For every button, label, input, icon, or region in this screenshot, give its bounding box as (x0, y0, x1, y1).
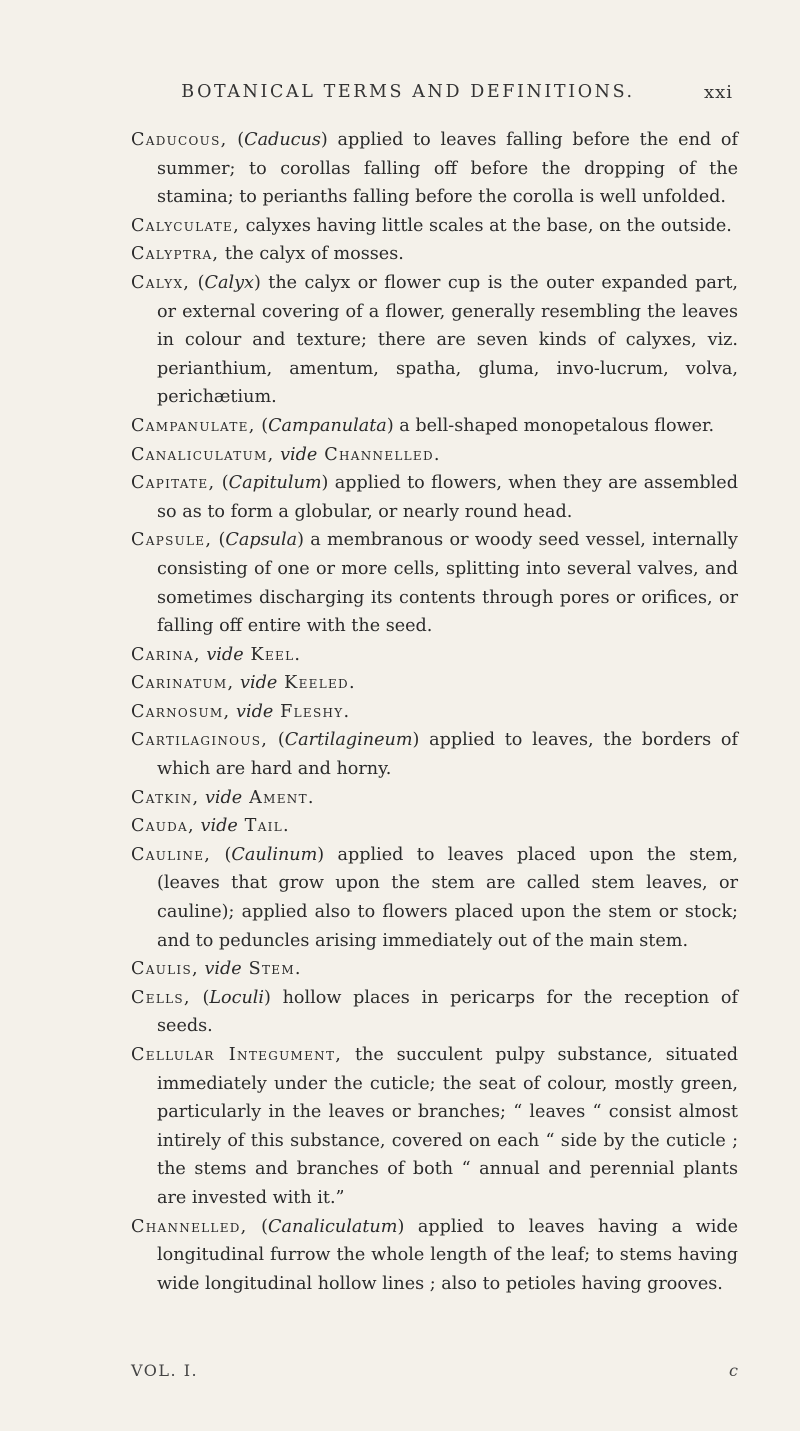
entry-text: the calyx of mosses. (219, 244, 404, 265)
entry-cauda (131, 812, 738, 841)
entry-term: Carinatum, (131, 673, 235, 694)
entry-cells (131, 984, 738, 1041)
entry-carnosum (131, 698, 738, 727)
entry-caducous (131, 126, 738, 212)
running-title: BOTANICAL TERMS AND DEFINITIONS. (181, 82, 635, 102)
entry-cross-reference: Tail. (237, 816, 290, 837)
entry-cross-reference: Ament. (242, 787, 315, 808)
entry-term: Catkin, (131, 787, 200, 808)
entry-term: Carina, (131, 644, 201, 665)
entry-cross-reference: Keel. (243, 644, 302, 665)
entry-channelled (131, 1213, 738, 1299)
entry-vide: vide (204, 959, 242, 980)
entry-latin-term: Capsula (225, 530, 298, 551)
entry-term: Capsule, (131, 530, 213, 551)
entry-term: Channelled, (131, 1216, 248, 1237)
entry-text: ) applied to leaves falling before the end of summer; to corollas falling off before the dropping of the stamina; to perianths falling before the corolla is well unfolded. (157, 130, 738, 208)
entry-campanulate (131, 412, 738, 441)
entry-latin-term: Capitulum (228, 473, 322, 494)
page-number: xxi (703, 82, 733, 103)
entry-term: Campanulate, (131, 415, 256, 436)
entry-text: ) applied to flowers, when they are assembled so as to form a globular, or nearly round head. (157, 473, 738, 522)
entry-capitate (131, 469, 738, 526)
entry-term: Cellular Integument, (131, 1045, 343, 1065)
entry-term: Carnosum, (131, 701, 231, 722)
entry-cartilaginous (131, 726, 738, 783)
entry-calyculate (131, 212, 738, 241)
entry-term: Cauline, (131, 844, 212, 865)
entry-text: ( (215, 473, 229, 494)
entry-text: ) applied to leaves having a wide longitudinal furrow the whole length of the leaf; to stems having wide longitudinal hollow lines ; also to petioles having grooves. (157, 1216, 738, 1294)
entry-latin-term: Canaliculatum (268, 1216, 398, 1237)
entry-calyptra (131, 240, 738, 269)
entry-term: Cauda, (131, 816, 195, 837)
entry-vide: vide (206, 644, 244, 665)
entry-text: ) applied to leaves placed upon the stem, (leaves that grow upon the stem are called stem leaves, or cauline); applied also to flowers placed upon the stem or stock; and to peduncles arising immediately out of the main stem. (157, 844, 738, 951)
entry-carinatum (131, 669, 738, 698)
entry-text: the succulent pulpy substance, situated immediately under the cuticle; the seat of colour, mostly green, particularly in the leaves or branches; “ leaves “ consist almost intirely of this substance, covered on each “ side by the cuticle ; the stems and branches of both “ annual and perennial plants are invested with it.” (157, 1045, 738, 1208)
entry-cauline (131, 841, 738, 955)
page-footer (131, 1361, 738, 1389)
glossary-entries (131, 126, 738, 1298)
entry-term: Cells, (131, 987, 191, 1008)
entry-canaliculatum (131, 441, 738, 470)
entry-text: ( (247, 1216, 269, 1237)
entry-latin-term: Cartilagineum (284, 730, 413, 751)
entry-catkin (131, 784, 738, 813)
entry-text: ( (268, 730, 285, 751)
entry-text: ( (212, 530, 226, 551)
entry-term: Calyx, (131, 272, 191, 293)
entry-text: calyxes having little scales at the base, on the outside. (239, 215, 732, 236)
entry-caulis (131, 955, 738, 984)
signature-mark: c (729, 1361, 738, 1380)
entry-term: Capitate, (131, 473, 216, 494)
entry-capsule (131, 526, 738, 640)
entry-cellular-integument (131, 1041, 738, 1213)
entry-latin-term: Caducus (244, 130, 321, 150)
entry-cross-reference: Keeled. (277, 673, 356, 694)
entry-term: Calyculate, (131, 215, 240, 236)
entry-text: ( (255, 415, 269, 436)
running-head (0, 82, 800, 112)
entry-term: Calyptra, (131, 244, 220, 265)
entry-latin-term: Calyx (204, 272, 254, 293)
volume-label: VOL. I. (131, 1361, 199, 1380)
entry-text: ) the calyx or flower cup is the outer expanded part, or external covering of a flower, generally resembling the leaves in colour and texture; there are seven kinds of calyxes, viz. perianthium, amentum, spatha, gluma, invo-lucrum, volva, perichætium. (157, 272, 738, 408)
entry-text: ( (190, 272, 205, 293)
entry-calyx (131, 269, 738, 412)
entry-latin-term: Loculi (209, 987, 265, 1008)
entry-cross-reference: Fleshy. (273, 701, 351, 722)
entry-text: ) applied to leaves, the borders of which are hard and horny. (157, 730, 738, 780)
entry-text: ) a membranous or woody seed vessel, internally consisting of one or more cells, splitting into several valves, and sometimes discharging its contents through pores or orifices, or falling off entire with the seed. (157, 530, 738, 637)
entry-text: ( (227, 130, 245, 150)
entry-text: ) hollow places in pericarps for the reception of seeds. (157, 987, 738, 1037)
entry-term: Cartilaginous, (131, 730, 269, 751)
entry-cross-reference: Channelled. (317, 444, 441, 465)
entry-cross-reference: Stem. (241, 959, 302, 980)
entry-carina (131, 641, 738, 670)
entry-text: ( (211, 844, 232, 865)
entry-vide: vide (204, 787, 243, 808)
entry-term: Caulis, (131, 959, 199, 980)
entry-vide: vide (240, 673, 278, 694)
entry-latin-term: Caulinum (231, 844, 318, 865)
entry-vide: vide (200, 816, 238, 837)
entry-term: Caducous, (131, 130, 228, 150)
entry-vide: vide (236, 701, 274, 722)
entry-latin-term: Campanulata (268, 415, 387, 436)
entry-vide: vide (280, 444, 318, 465)
entry-term: Canaliculatum, (131, 444, 275, 465)
entry-text: ( (190, 987, 210, 1008)
entry-text: ) a bell-shaped monopetalous flower. (386, 415, 715, 436)
